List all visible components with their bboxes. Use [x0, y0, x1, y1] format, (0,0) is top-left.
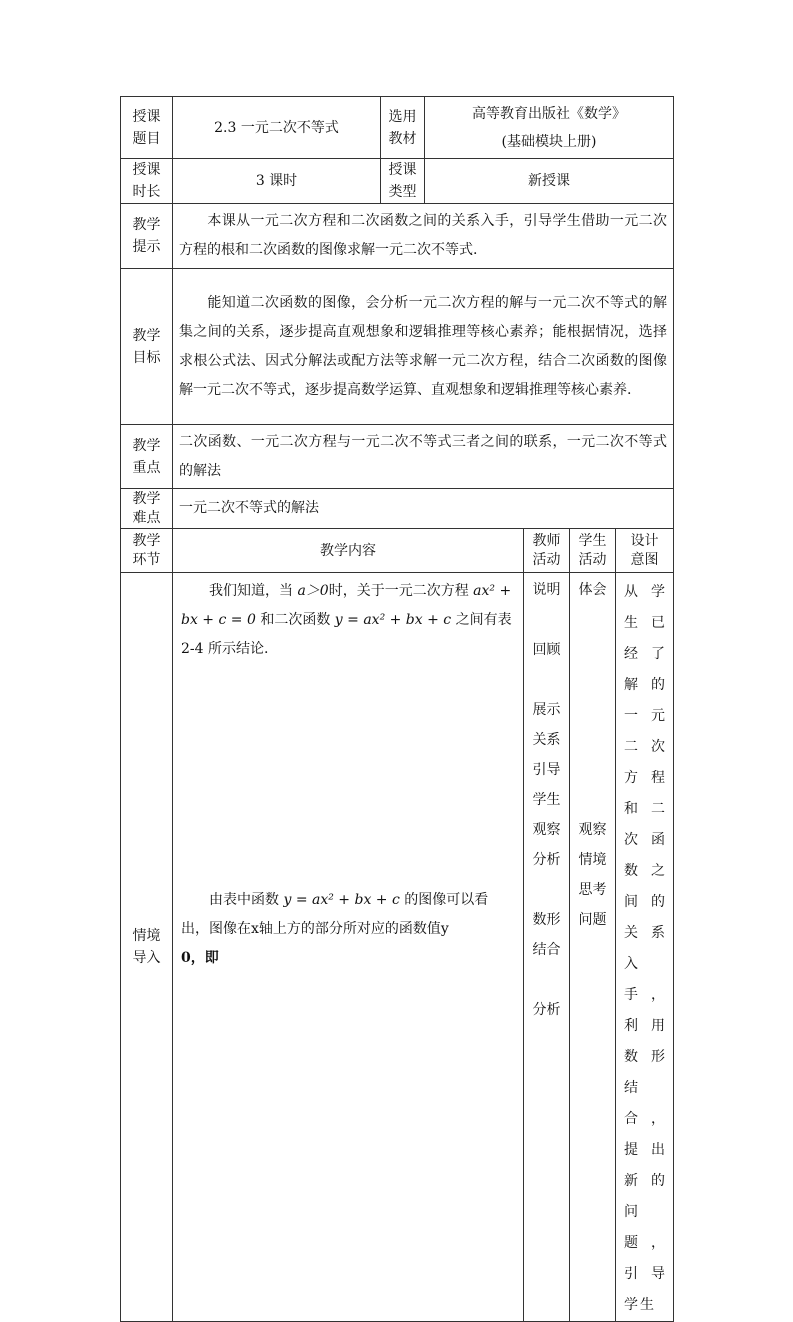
duration-value: 3 课时 [173, 159, 381, 204]
intro-paragraph-2: 由表中函数 y = ax² + bx + c 的图像可以看出，图像在x轴上方的部分所对应的函数值y 0，即 [181, 892, 489, 966]
teacher-activity-item: 结合 [532, 942, 561, 958]
teacher-activity-item: 回顾 [532, 642, 561, 658]
teacher-activity-header: 教师 活动 [524, 529, 570, 573]
key-row [121, 425, 674, 489]
teacher-activity-item: 分析 [532, 852, 561, 868]
topic-value: 2.3 一元二次不等式 [173, 97, 381, 159]
design-intent-header: 设计 意图 [616, 529, 674, 573]
type-label: 授课 类型 [381, 159, 425, 204]
teacher-activity-cell [524, 573, 570, 1322]
teacher-activity-item: 数形 [532, 912, 561, 928]
goal-text: 能知道二次函数的图像，会分析一元二次方程的解与一元二次不等式的解集之间的关系，逐步提高直观想象和逻辑推理等核心素养；能根据情况，选择求根公式法、因式分解法或配方法等求解一元二次方程，结合二次函数的图像解一元二次不等式，逐步提高数学运算、直观想象和逻辑推理等核心素养. [173, 269, 674, 425]
student-activity-cell [570, 573, 616, 1322]
intro-paragraph-1: 我们知道，当 a＞0时，关于一元二次方程 ax² + bx + c = 0 和二次函数 y = ax² + bx + c 之间有表 2-4 所示结论. [181, 583, 512, 657]
goal-label: 教学 目标 [121, 269, 173, 425]
teacher-activity-item: 引导 [532, 762, 561, 778]
stage-header: 教学 环节 [121, 529, 173, 573]
student-activity-item: 情境 [578, 852, 607, 868]
duration-label: 授课 时长 [121, 159, 173, 204]
design-intent-cell: 从学生已经了解的一元二次方程和二次函数之间的关系入手，利用数形结合，提出新的问题，引导学生 [616, 573, 674, 1322]
topic-label: 授课 题目 [121, 97, 173, 159]
student-activity-item: 体会 [578, 582, 607, 598]
student-activity-item: 思考 [578, 882, 607, 898]
difficulty-text: 一元二次不等式的解法 [173, 489, 674, 529]
stage-intro-label: 情境 导入 [121, 573, 173, 1322]
topic-row [121, 97, 674, 159]
content-header: 教学内容 [173, 529, 524, 573]
hint-label: 教学 提示 [121, 204, 173, 269]
teacher-activity-item: 分析 [532, 1002, 561, 1018]
lesson-plan-table [120, 96, 674, 1322]
teacher-activity-item: 关系 [532, 732, 561, 748]
key-text: 二次函数、一元二次方程与一元二次不等式三者之间的联系，一元二次不等式的解法 [173, 425, 674, 489]
goal-row [121, 269, 674, 425]
type-value: 新授课 [425, 159, 674, 204]
teacher-activity-item: 说明 [532, 582, 561, 598]
stage-intro-content [173, 573, 524, 1322]
textbook-value: 高等教育出版社《数学》 (基础模块上册) [425, 97, 674, 159]
process-header-row [121, 529, 674, 573]
hint-text: 本课从一元二次方程和二次函数之间的关系入手，引导学生借助一元二次方程的根和二次函数的图像求解一元二次不等式. [173, 204, 674, 269]
difficulty-label: 教学 难点 [121, 489, 173, 529]
duration-row [121, 159, 674, 204]
key-label: 教学 重点 [121, 425, 173, 489]
teacher-activity-item: 观察 [532, 822, 561, 838]
stage-intro-row [121, 573, 674, 1322]
student-activity-item: 问题 [578, 912, 607, 928]
textbook-label: 选用 教材 [381, 97, 425, 159]
teacher-activity-item: 学生 [532, 792, 561, 808]
student-activity-item: 观察 [578, 822, 607, 838]
teacher-activity-item: 展示 [532, 702, 561, 718]
difficulty-row [121, 489, 674, 529]
hint-row [121, 204, 674, 269]
student-activity-header: 学生 活动 [570, 529, 616, 573]
